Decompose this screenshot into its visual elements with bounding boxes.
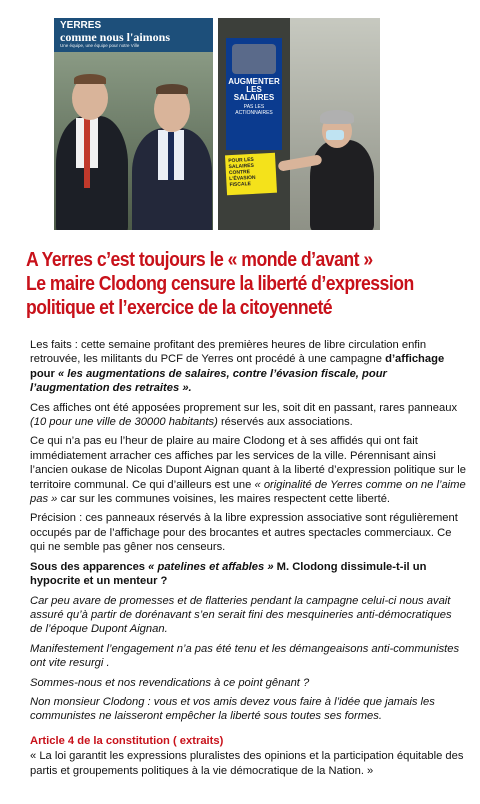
paragraph-censorship: Ce qui n’a pas eu l’heur de plaire au maire Clodong et à ses affidés qui ont fait immédiatement arracher ces affiches par les services de la ville. Pérennisant ainsi l’ancien oukase de Nicolas Dupont Aignan quant à la liberté d’expression politique sur le territoire communal. Ce qui d’ailleurs est une « originalité de Yerres comme on ne l’aime pas » car sur les communes voisines, les maires respectent cette liberté. xyxy=(30,435,466,506)
person-woman xyxy=(310,140,374,230)
headline xyxy=(26,248,469,320)
constitution-title: Article 4 de la constitution ( extraits) xyxy=(30,734,224,747)
paragraph-question: Sous des apparences « patelines et affables » M. Clodong dissimule-t-il un hypocrite et un menteur ? xyxy=(30,560,427,588)
poster-title: AUGMENTER LES SALAIRES xyxy=(228,77,280,102)
article-body xyxy=(30,338,466,783)
paragraph-conclusion: Non monsieur Clodong : vous et vos amis devez vous faire à l’idée que jamais les communistes ne laisseront empêcher la liberté sous toutes ses formes. xyxy=(30,695,435,723)
paragraph-promises: Car peu avare de promesses et de flatteries pendant la campagne celui-ci nous avait assuré qu’à partir de dorénavant s’en serait fini des mesquineries anti-démocratiques de l’époque Dupont Aignan. xyxy=(30,594,452,636)
headline-line-2: Le maire Clodong censure la liberté d’expression xyxy=(26,272,414,295)
headline-line-3: politique et l’exercice de la citoyenneté xyxy=(26,296,333,319)
constitution-quote: « La loi garantit les expressions pluralistes des opinions et la participation équitable des partis et groupements politiques à la vie démocratique de la Nation. » xyxy=(30,750,464,777)
banner-title: YERRES xyxy=(60,20,102,31)
photo-poster-board xyxy=(218,18,380,230)
paragraph-facts: Les faits : cette semaine profitant des premières heures de libre circulation enfin retrouvée, les militants du PCF de Yerres ont procédé à une campagne d’affichage pour « les augmentations de salaires, contre l’évasion fiscale, pour l’augmentation des retraites ». xyxy=(30,339,445,395)
paragraph-engagement: Manifestement l’engagement n’a pas été tenu et les démangeaisons anti-communistes ont vite resurgi . xyxy=(30,642,460,670)
banner-tagline: Une équipe, une équipe pour notre Ville xyxy=(60,43,140,48)
paragraph-precision: Précision : ces panneaux réservés à la libre expression associative sont régulièrement occupés par de l’affichage pour des brocantes et autres spectacles commerciaux. Ce qui ne semble pas gêner nos censeurs. xyxy=(30,512,458,554)
banner-subtitle: comme nous l'aimons xyxy=(60,30,171,44)
paragraph-demands: Sommes-nous et nos revendications à ce point gênant ? xyxy=(30,676,310,689)
photo-banner xyxy=(54,18,213,52)
paragraph-posters: Ces affiches ont été apposées proprement sur les, soit dit en passant, rares panneaux (10 pour une ville de 30000 habitants) réservés aux associations. xyxy=(30,401,458,429)
photo-two-men xyxy=(54,18,213,230)
poster xyxy=(226,38,282,150)
photo-collage xyxy=(54,18,380,230)
headline-line-1: A Yerres c’est toujours le « monde d’avant » xyxy=(26,248,373,271)
yellow-sticker: POUR LES SALAIRES CONTRE L'ÉVASION FISCALE xyxy=(225,153,277,196)
poster-subtitle: PAS LES ACTIONNAIRES xyxy=(235,104,273,116)
